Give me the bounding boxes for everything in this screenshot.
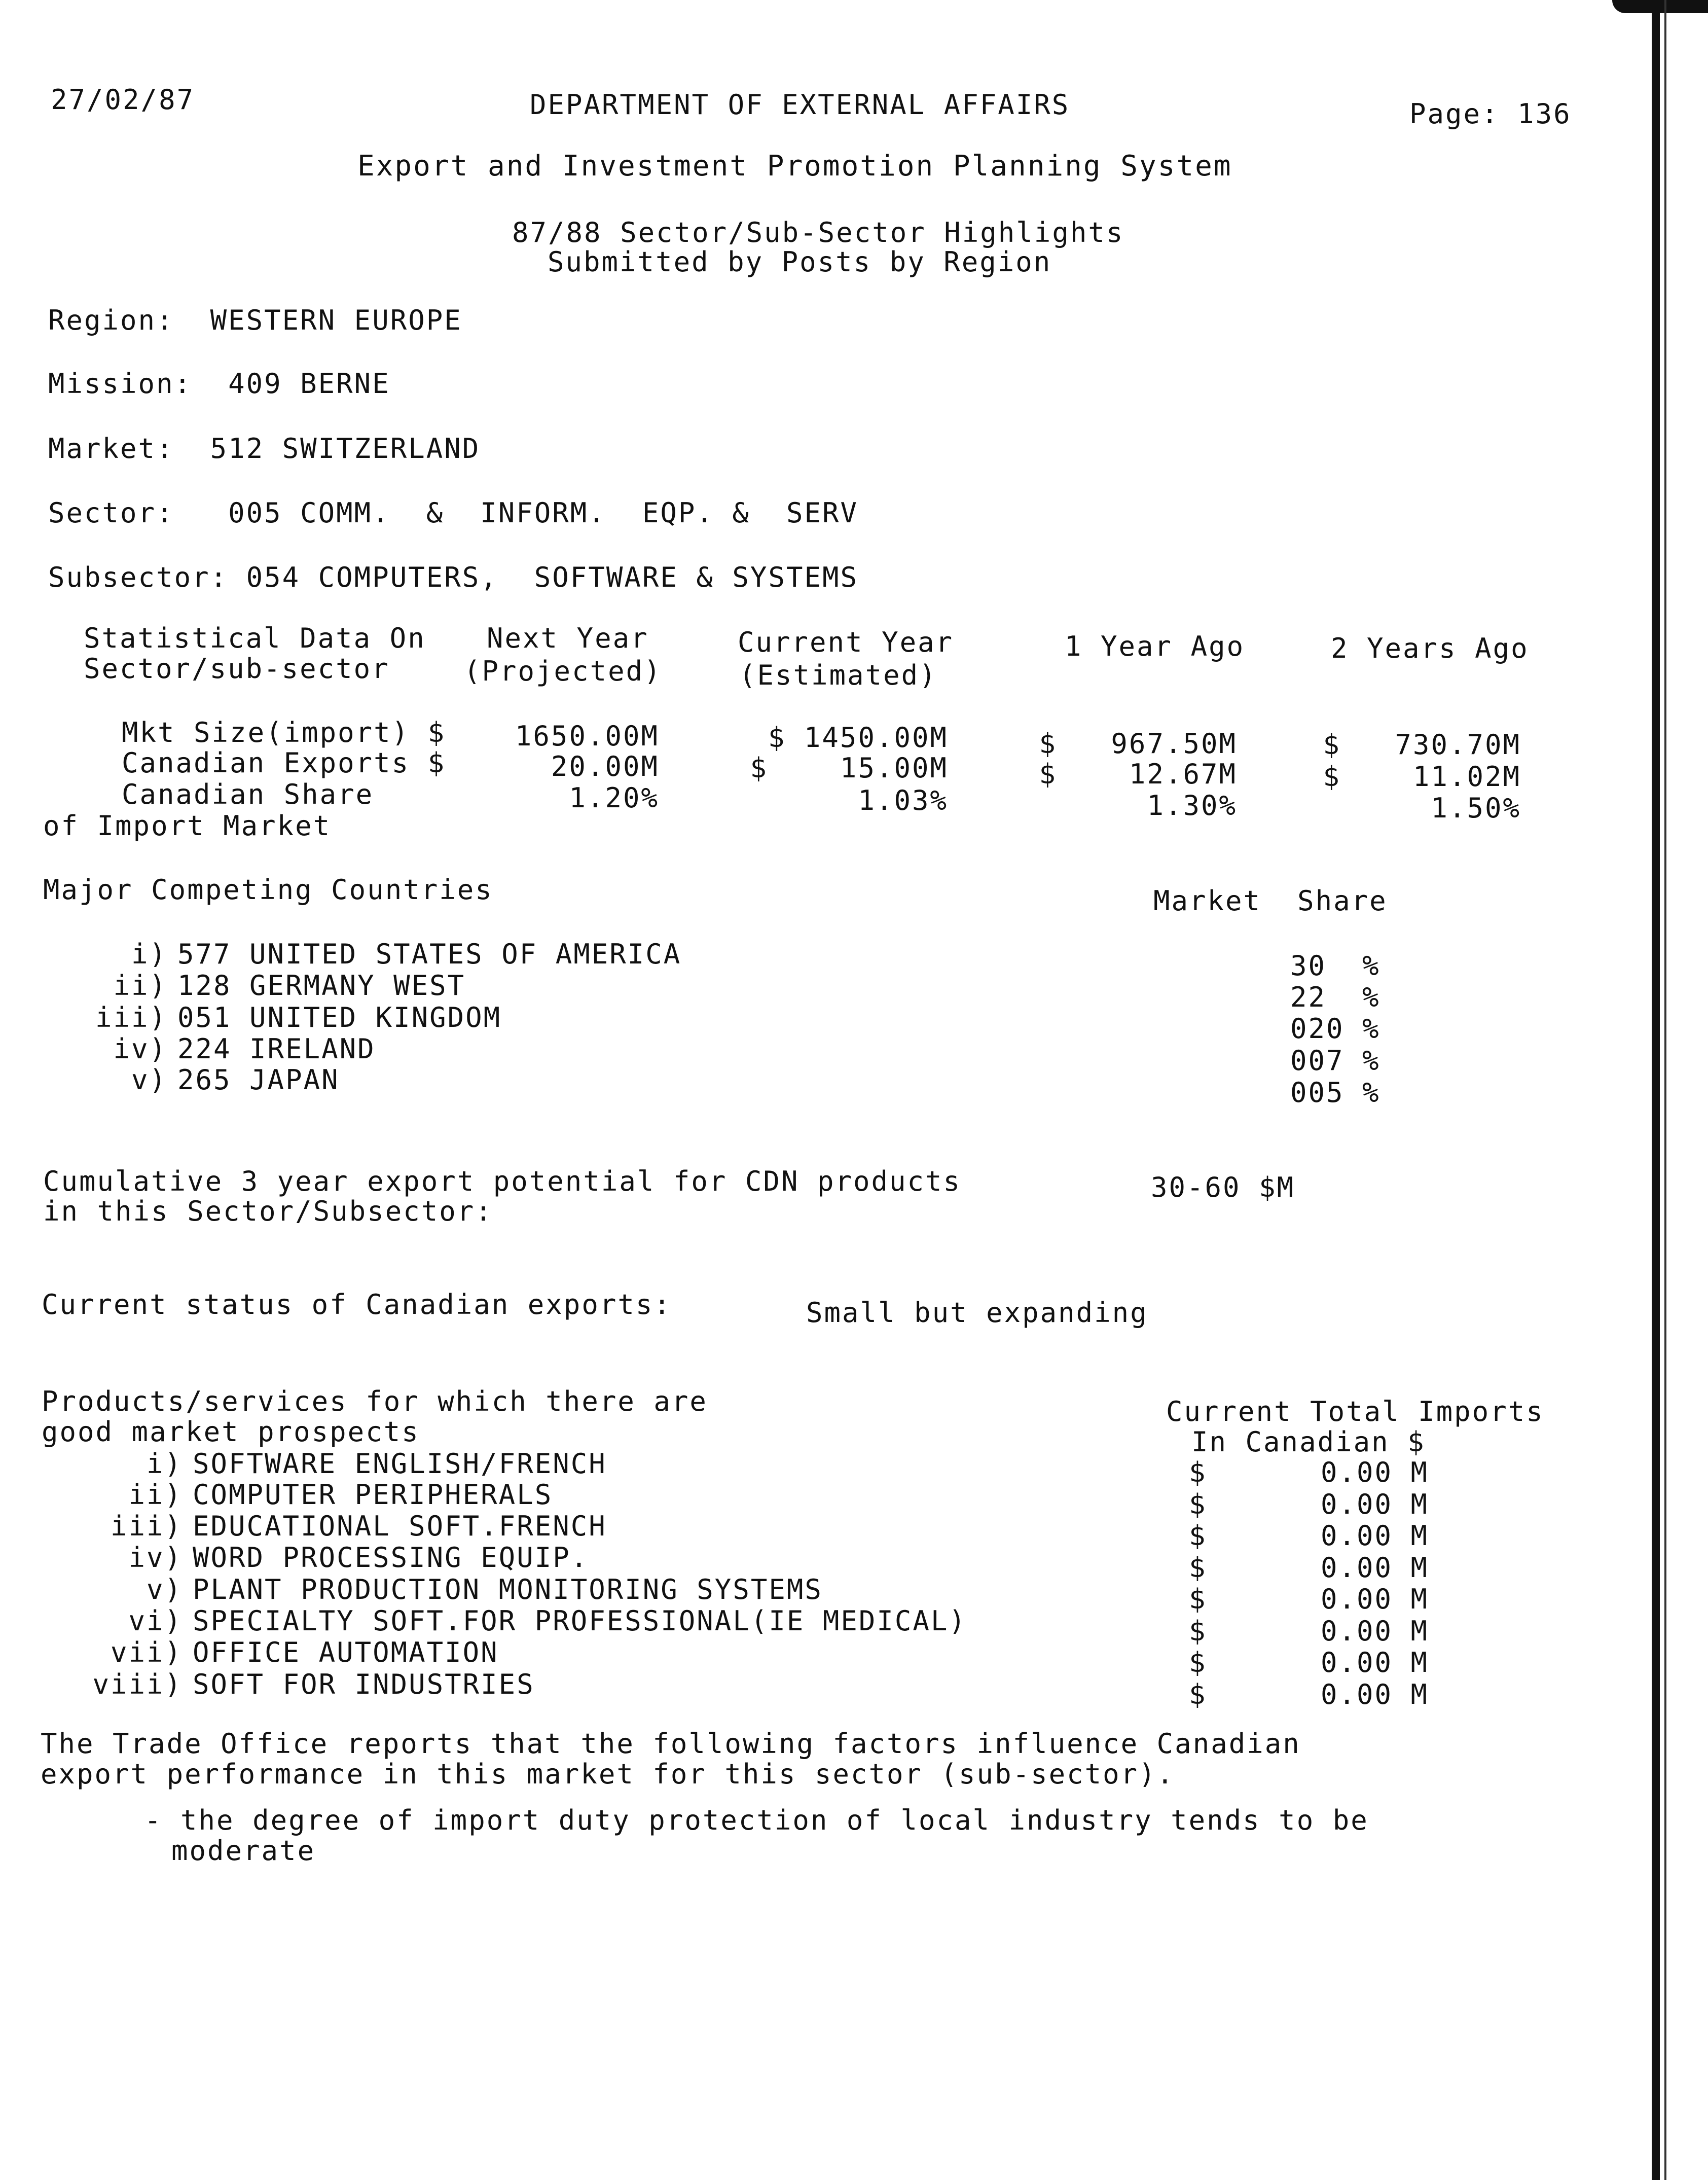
mkt-size-2yr: $ 730.70M [1323, 729, 1521, 761]
product-name: COMPUTER PERIPHERALS [193, 1479, 553, 1511]
product-num: iii) [110, 1510, 183, 1542]
page-edge-corner [1612, 0, 1708, 13]
competitor-name: 265 JAPAN [177, 1064, 340, 1096]
competitor-num: v) [131, 1064, 167, 1096]
report-date: 27/02/87 [51, 84, 195, 116]
exports-next: 20.00M [551, 751, 659, 782]
sector-line: Sector: 005 COMM. & INFORM. EQP. & SERV [48, 497, 858, 529]
market-share-header: Market Share [1153, 885, 1388, 917]
product-name: SPECIALTY SOFT.FOR PROFESSIONAL(IE MEDICAL) [193, 1605, 967, 1637]
product-currency: $ [1189, 1678, 1207, 1710]
competitor-num: iv) [113, 1033, 167, 1065]
exports-1yr: $ 12.67M [1039, 758, 1237, 790]
product-currency: $ [1189, 1520, 1207, 1552]
page-edge-line [1664, 0, 1666, 2180]
product-currency: $ [1189, 1488, 1207, 1520]
row-share-label: Canadian Share [122, 778, 374, 810]
products-title-2: good market prospects [42, 1416, 420, 1448]
product-num: iv) [128, 1542, 183, 1574]
competitor-share: 30 % [1290, 950, 1380, 982]
product-value: 0.00 M [1321, 1583, 1429, 1615]
factors-text-2: export performance in this market for this sector (sub-sector). [41, 1758, 1175, 1790]
factor-bullet-cont: moderate [171, 1835, 316, 1867]
competitor-name: 224 IRELAND [177, 1033, 376, 1065]
competitor-share: 020 % [1290, 1013, 1380, 1045]
subsector-line: Subsector: 054 COMPUTERS, SOFTWARE & SYSTEMS [48, 561, 858, 593]
col-next-year: Next Year [487, 622, 649, 654]
competitor-name: 051 UNITED KINGDOM [177, 1002, 502, 1033]
report-subtitle: 87/88 Sector/Sub-Sector Highlights [512, 217, 1124, 248]
product-num: viii) [92, 1668, 183, 1700]
product-name: WORD PROCESSING EQUIP. [193, 1542, 589, 1574]
product-name: SOFTWARE ENGLISH/FRENCH [193, 1448, 607, 1480]
competitor-num: ii) [113, 970, 167, 1002]
mission-line: Mission: 409 BERNE [48, 368, 390, 400]
share-2yr: 1.50% [1431, 792, 1521, 824]
exports-current: $ 15.00M [750, 752, 948, 784]
imports-header: Current Total Imports [1166, 1396, 1544, 1427]
share-next: 1.20% [569, 782, 659, 814]
product-currency: $ [1189, 1552, 1207, 1584]
system-title: Export and Investment Promotion Planning System [357, 150, 1232, 183]
share-1yr: 1.30% [1147, 790, 1237, 821]
factor-bullet: - the degree of import duty protection of local industry tends to be [144, 1804, 1369, 1836]
potential-label-2: in this Sector/Subsector: [43, 1195, 493, 1227]
col-2-years-ago: 2 Years Ago [1331, 632, 1529, 664]
imports-header-2: In Canadian $ [1191, 1426, 1426, 1458]
product-value: 0.00 M [1321, 1488, 1429, 1520]
potential-value: 30-60 $M [1151, 1171, 1295, 1203]
competitors-title: Major Competing Countries [43, 874, 493, 906]
row-mkt-size-label: Mkt Size(import) $ [122, 717, 446, 748]
product-num: ii) [128, 1479, 183, 1511]
competitor-share: 005 % [1290, 1077, 1380, 1109]
competitor-num: iii) [95, 1002, 167, 1033]
department-title: DEPARTMENT OF EXTERNAL AFFAIRS [530, 89, 1070, 121]
product-name: OFFICE AUTOMATION [193, 1636, 499, 1668]
product-value: 0.00 M [1321, 1456, 1429, 1488]
product-num: vi) [128, 1605, 183, 1637]
product-currency: $ [1189, 1647, 1207, 1678]
product-num: i) [146, 1448, 183, 1480]
product-name: SOFT FOR INDUSTRIES [193, 1668, 535, 1700]
product-value: 0.00 M [1321, 1520, 1429, 1552]
market-line: Market: 512 SWITZERLAND [48, 433, 481, 464]
status-label: Current status of Canadian exports: [42, 1289, 672, 1320]
mkt-size-1yr: $ 967.50M [1039, 728, 1237, 760]
exports-2yr: $ 11.02M [1323, 761, 1521, 793]
row-exports-label: Canadian Exports $ [122, 747, 446, 779]
mkt-size-next: 1650.00M [515, 720, 659, 752]
product-value: 0.00 M [1321, 1647, 1429, 1678]
product-value: 0.00 M [1321, 1615, 1429, 1647]
product-num: v) [146, 1574, 183, 1605]
mkt-size-current: $ 1450.00M [768, 722, 948, 754]
product-value: 0.00 M [1321, 1552, 1429, 1584]
product-currency: $ [1189, 1456, 1207, 1488]
product-num: vii) [110, 1636, 183, 1668]
competitor-name: 128 GERMANY WEST [177, 970, 466, 1002]
col-next-year-sub: (Projected) [464, 655, 662, 687]
competitor-share: 007 % [1290, 1045, 1380, 1077]
potential-label: Cumulative 3 year export potential for CDN products [43, 1165, 962, 1197]
page-edge-bar [1652, 0, 1660, 2180]
col-current-year: Current Year [738, 626, 954, 658]
products-title: Products/services for which there are [42, 1385, 708, 1417]
share-current: 1.03% [858, 784, 948, 816]
competitor-num: i) [131, 938, 167, 970]
product-currency: $ [1189, 1615, 1207, 1647]
product-name: EDUCATIONAL SOFT.FRENCH [193, 1510, 607, 1542]
share-label-cont: of Import Market [43, 810, 332, 842]
page-number: Page: 136 [1409, 98, 1572, 130]
product-name: PLANT PRODUCTION MONITORING SYSTEMS [193, 1574, 823, 1605]
product-value: 0.00 M [1321, 1678, 1429, 1710]
report-subtitle-2: Submitted by Posts by Region [548, 246, 1052, 278]
region-line: Region: WESTERN EUROPE [48, 304, 462, 336]
col-1-year-ago: 1 Year Ago [1065, 630, 1245, 662]
competitor-name: 577 UNITED STATES OF AMERICA [177, 938, 682, 970]
stats-label: Statistical Data On [84, 622, 426, 654]
competitor-share: 22 % [1290, 981, 1380, 1013]
product-currency: $ [1189, 1583, 1207, 1615]
col-current-year-sub: (Estimated) [739, 659, 937, 691]
status-value: Small but expanding [806, 1297, 1148, 1329]
stats-label-2: Sector/sub-sector [84, 653, 390, 685]
factors-text: The Trade Office reports that the following factors influence Canadian [41, 1728, 1301, 1760]
